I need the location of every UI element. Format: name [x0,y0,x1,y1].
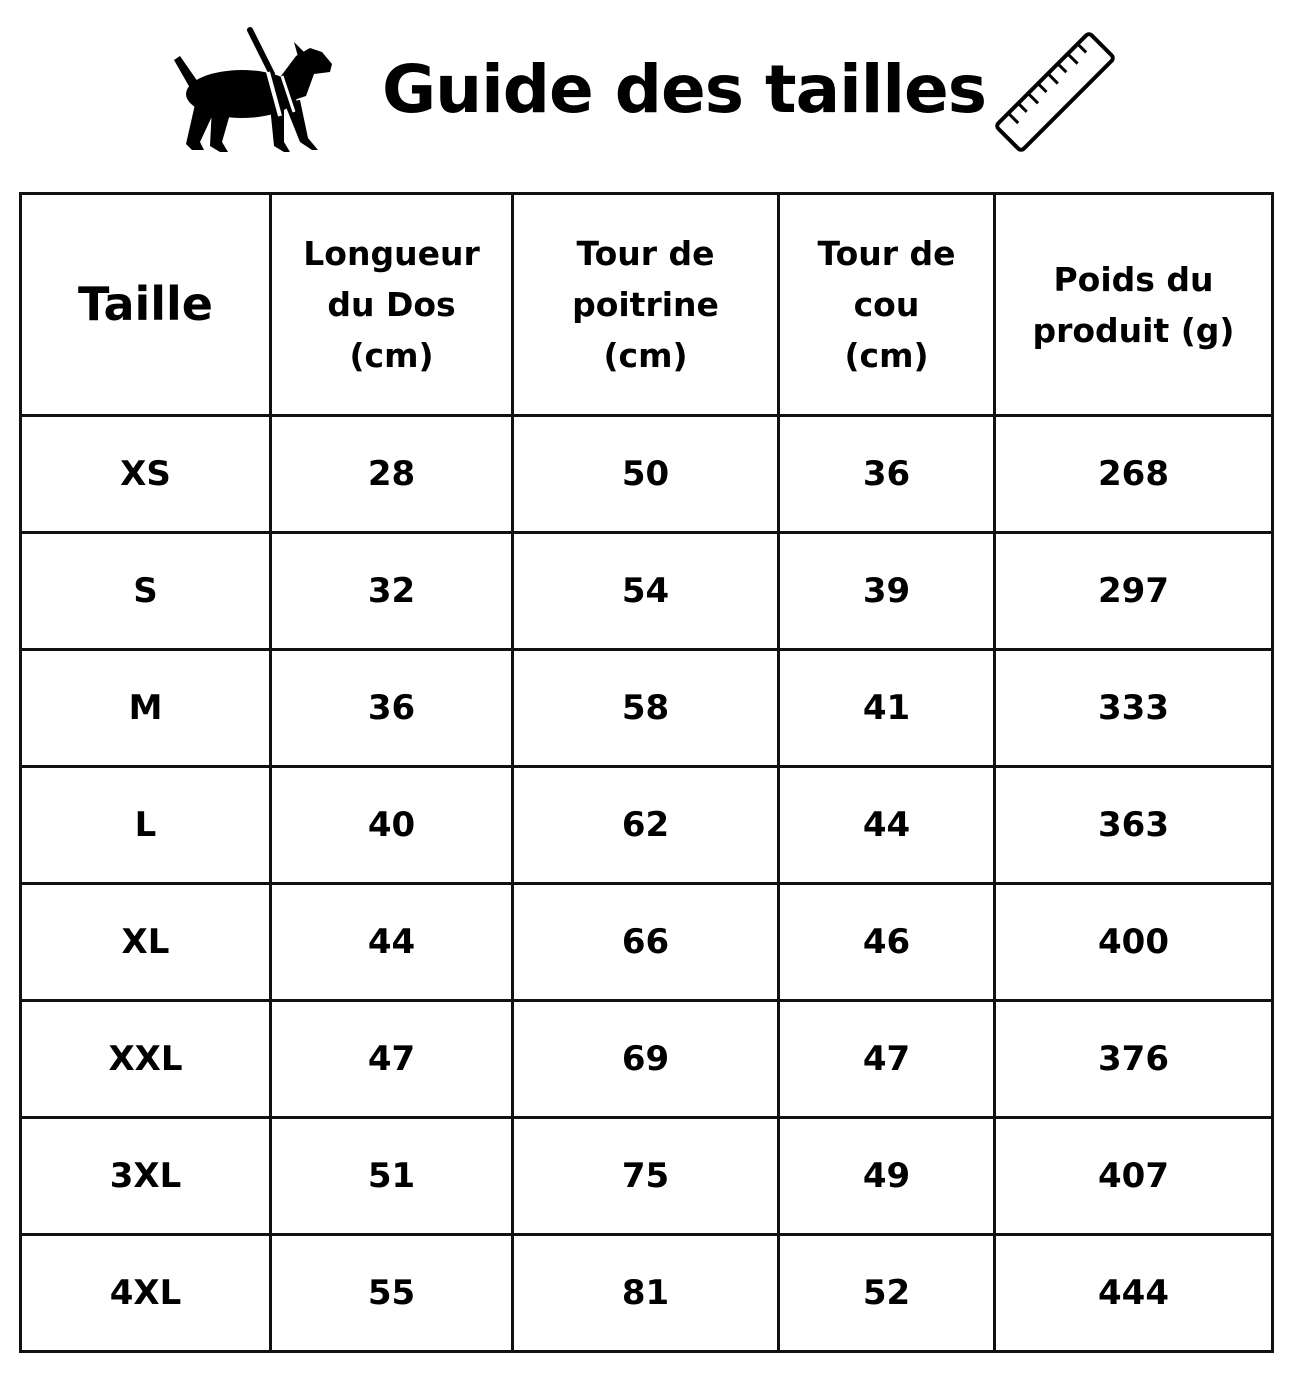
size-cell: L [21,767,271,884]
size-cell: XL [21,884,271,1001]
back-length-cell: 32 [271,533,513,650]
back-length-cell: 51 [271,1118,513,1235]
weight-cell: 444 [995,1235,1273,1352]
table-row [21,533,1273,650]
header [0,0,1290,180]
size-cell: XS [21,416,271,533]
neck-cell: 44 [779,767,995,884]
table-row [21,1118,1273,1235]
back-length-cell: 44 [271,884,513,1001]
weight-cell: 333 [995,650,1273,767]
dog-with-harness-icon [170,22,340,157]
neck-cell: 49 [779,1118,995,1235]
back-length-cell: 55 [271,1235,513,1352]
size-cell: M [21,650,271,767]
chest-cell: 58 [513,650,779,767]
table-row [21,416,1273,533]
column-header-longueur-dos: Longueur du Dos (cm) [271,194,513,416]
column-header-poids-produit: Poids du produit (g) [995,194,1273,416]
chest-cell: 69 [513,1001,779,1118]
table-row [21,884,1273,1001]
column-header-taille: Taille [21,194,271,416]
size-cell: XXL [21,1001,271,1118]
neck-cell: 41 [779,650,995,767]
neck-cell: 36 [779,416,995,533]
size-cell: 4XL [21,1235,271,1352]
back-length-cell: 47 [271,1001,513,1118]
neck-cell: 46 [779,884,995,1001]
size-cell: S [21,533,271,650]
chest-cell: 66 [513,884,779,1001]
chest-cell: 50 [513,416,779,533]
ruler-icon [985,22,1125,162]
table-row [21,650,1273,767]
column-header-tour-cou: Tour de cou (cm) [779,194,995,416]
weight-cell: 363 [995,767,1273,884]
chest-cell: 62 [513,767,779,884]
back-length-cell: 28 [271,416,513,533]
table-header-row [21,194,1273,416]
chest-cell: 75 [513,1118,779,1235]
table-row [21,1235,1273,1352]
page-title: Guide des tailles [382,51,987,128]
size-cell: 3XL [21,1118,271,1235]
chest-cell: 54 [513,533,779,650]
weight-cell: 407 [995,1118,1273,1235]
weight-cell: 376 [995,1001,1273,1118]
neck-cell: 39 [779,533,995,650]
back-length-cell: 40 [271,767,513,884]
chest-cell: 81 [513,1235,779,1352]
neck-cell: 47 [779,1001,995,1118]
size-table [19,192,1274,1353]
column-header-tour-poitrine: Tour de poitrine (cm) [513,194,779,416]
weight-cell: 268 [995,416,1273,533]
back-length-cell: 36 [271,650,513,767]
weight-cell: 400 [995,884,1273,1001]
table-row [21,767,1273,884]
neck-cell: 52 [779,1235,995,1352]
weight-cell: 297 [995,533,1273,650]
table-row [21,1001,1273,1118]
